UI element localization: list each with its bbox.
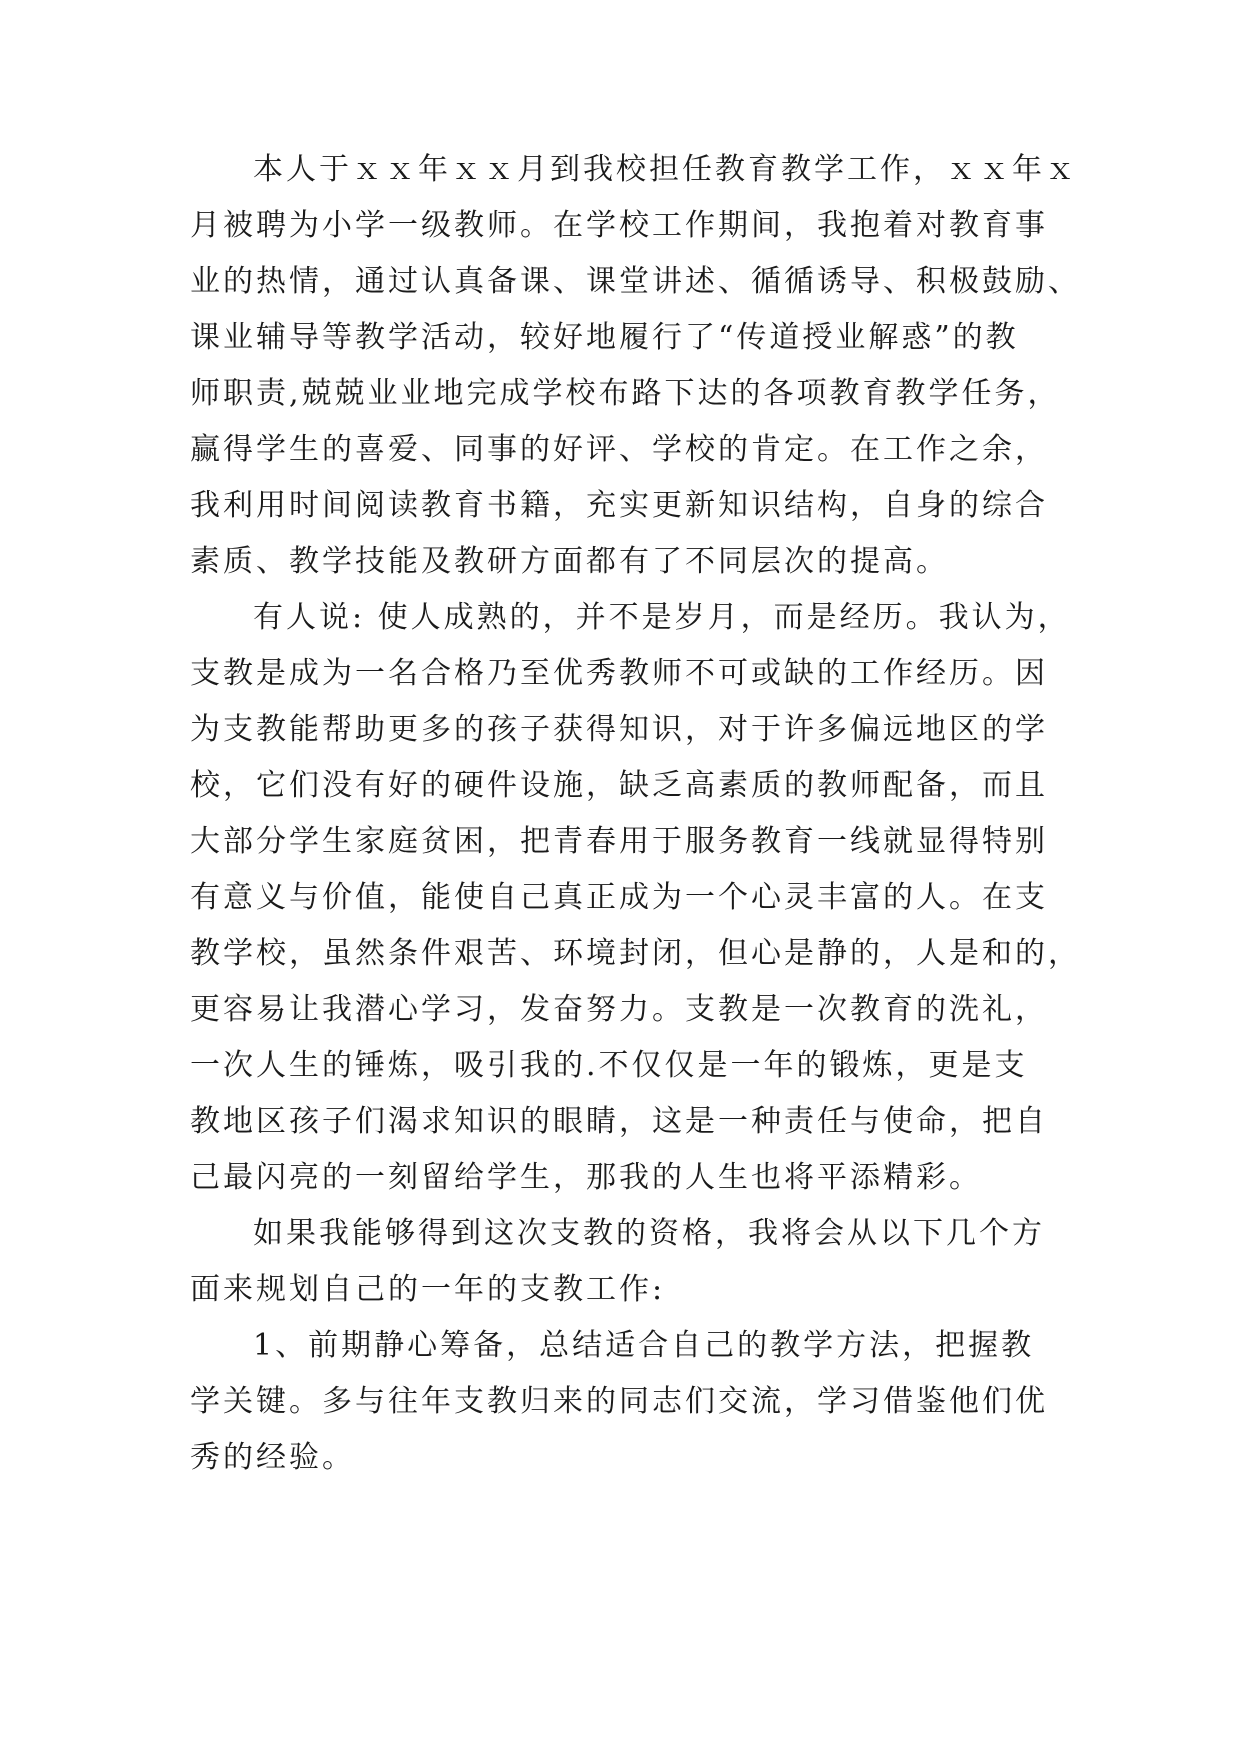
text-line: 如果我能够得到这次支教的资格，我将会从以下几个方 bbox=[253, 1216, 1045, 1251]
text-line: 我利用时间阅读教育书籍，充实更新知识结构，自身的综合 bbox=[190, 488, 1048, 523]
text-line: 有意义与价值，能使自己真正成为一个心灵丰富的人。在支 bbox=[190, 880, 1048, 915]
text-line: 赢得学生的喜爱、同事的好评、学校的肯定。在工作之余， bbox=[190, 432, 1048, 467]
text-line: 己最闪亮的一刻留给学生，那我的人生也将平添精彩。 bbox=[190, 1160, 982, 1195]
text-line: 课业辅导等教学活动，较好地履行了“传道授业解惑”的教 bbox=[190, 320, 1019, 355]
text-line: 支教是成为一名合格乃至优秀教师不可或缺的工作经历。因 bbox=[190, 656, 1048, 691]
text-line: 为支教能帮助更多的孩子获得知识，对于许多偏远地区的学 bbox=[190, 712, 1048, 747]
text-line: 教地区孩子们渴求知识的眼睛，这是一种责任与使命，把自 bbox=[190, 1104, 1048, 1139]
text-line: 素质、教学技能及教研方面都有了不同层次的提高。 bbox=[190, 544, 949, 579]
text-line: 1、前期静心筹备，总结适合自己的教学方法，把握教 bbox=[253, 1328, 1035, 1363]
text-line: 校，它们没有好的硬件设施，缺乏高素质的教师配备，而且 bbox=[190, 768, 1048, 803]
text-line: 更容易让我潜心学习，发奋努力。支教是一次教育的洗礼， bbox=[190, 992, 1048, 1027]
text-line: 面来规划自己的一年的支教工作: bbox=[190, 1272, 666, 1307]
text-line: 月被聘为小学一级教师。在学校工作期间，我抱着对教育事 bbox=[190, 208, 1048, 243]
text-line: 教学校，虽然条件艰苦、环境封闭，但心是静的，人是和的， bbox=[190, 936, 1081, 971]
text-line: 学关键。多与往年支教归来的同志们交流，学习借鉴他们优 bbox=[190, 1384, 1048, 1419]
text-line: 有人说: 使人成熟的，并不是岁月，而是经历。我认为， bbox=[253, 600, 1071, 635]
text-line: 本人于ｘｘ年ｘｘ月到我校担任教育教学工作，ｘｘ年ｘ bbox=[253, 152, 1078, 187]
text-line: 业的热情，通过认真备课、课堂讲述、循循诱导、积极鼓励、 bbox=[190, 264, 1081, 299]
text-line: 秀的经验。 bbox=[190, 1440, 355, 1475]
text-line: 大部分学生家庭贫困，把青春用于服务教育一线就显得特别 bbox=[190, 824, 1048, 859]
text-line: 师职责,兢兢业业地完成学校布路下达的各项教育教学任务， bbox=[190, 376, 1061, 411]
text-line: 一次人生的锤炼，吸引我的.不仅仅是一年的锻炼，更是支 bbox=[190, 1048, 1028, 1083]
